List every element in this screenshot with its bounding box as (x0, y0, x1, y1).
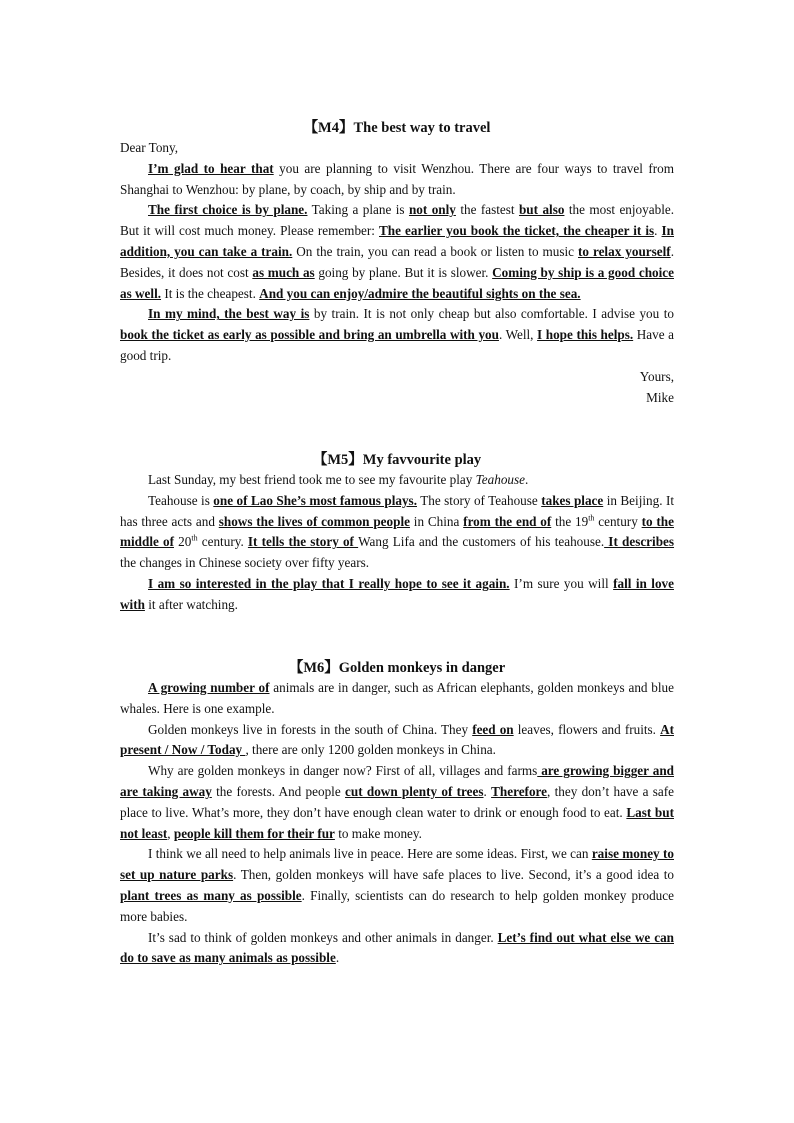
paragraph-m4-2 (120, 200, 674, 304)
key-phrase: are growing bigger and are taking away (120, 763, 674, 799)
text-run: century (594, 513, 642, 529)
paragraph-m6-5 (120, 928, 674, 970)
paragraph-m4-3 (120, 304, 674, 366)
key-phrase: cut down plenty of trees (345, 783, 484, 799)
text-run: It’s sad to think of golden monkeys and other animals in danger. (148, 929, 498, 945)
text-run: leaves, flowers and fruits. (513, 721, 661, 737)
section-m4 (120, 118, 674, 408)
text-run: the most enjoyable. But it will cost much money. Please remember: (120, 202, 675, 239)
key-phrase: feed on (472, 721, 514, 737)
key-phrase: to the middle of (120, 513, 674, 550)
text-run: the 19 (551, 513, 589, 529)
text-run: Last Sunday, my best friend took me to see my favourite play (148, 472, 476, 487)
key-phrase: from the end of (463, 513, 552, 529)
text-run: . Then, golden monkeys will have safe places to live. Second, it’s a good idea to (233, 867, 674, 883)
salutation: Dear Tony, (120, 140, 179, 155)
text-run: . Well, (498, 327, 538, 343)
text-run: . Finally, scientists can do research to help golden monkey produce more babies. (120, 887, 674, 924)
key-phrase: one of Lao She’s most famous plays. (213, 492, 417, 508)
text-run: It is the cheapest. (161, 285, 260, 301)
key-phrase: I hope this helps. (537, 327, 634, 343)
key-phrase: Coming by ship is a good choice as well. (120, 264, 674, 301)
key-phrase: shows the lives of common people (218, 513, 410, 529)
key-phrase: raise money to set up nature parks (120, 846, 674, 883)
key-phrase: And you can enjoy/admire the beautiful sights on the sea. (259, 285, 581, 301)
paragraph-m6-1 (120, 678, 674, 720)
text-run: you are planning to visit Wenzhou. There are four ways to travel from Shanghai to Wenzhou: by plane, by coach, by ship and by train. (120, 160, 674, 197)
text-run: . Besides, it does not cost (120, 243, 674, 280)
key-phrase: It tells the story of (247, 534, 359, 550)
text-run: , (167, 825, 174, 841)
superscript: th (588, 513, 595, 523)
section-title-m5: 【M5】My favvourite play (312, 452, 482, 468)
key-phrase: as much as (252, 264, 315, 280)
key-phrase: takes place (541, 492, 604, 508)
play-title: Teahouse (475, 472, 526, 487)
text-run: Teahouse is (148, 492, 214, 508)
key-phrase: I am so interested in the play that I really hope to see it again. (148, 575, 510, 591)
text-run: the fastest (455, 202, 519, 218)
text-run: by train. It is not only cheap but also comfortable. I advise you to (309, 306, 674, 322)
key-phrase: In my mind, the best way is (148, 306, 310, 322)
key-phrase: to relax yourself (578, 243, 671, 259)
paragraph-m6-3 (120, 761, 674, 844)
paragraph-m4-1 (120, 159, 674, 201)
section-title-m6: 【M6】Golden monkeys in danger (288, 660, 506, 676)
key-phrase: Let’s find out what else we can do to save as many animals as possible (120, 929, 675, 966)
key-phrase: At present / Now / Today (120, 721, 674, 758)
text-run: animals are in danger, such as African elephants, golden monkeys and blue whales. Here is one example. (120, 680, 675, 716)
paragraph-m5-1 (120, 470, 674, 491)
key-phrase: Last but not least (120, 804, 674, 841)
key-phrase: In addition, you can take a train. (120, 223, 674, 259)
key-phrase: A growing number of (148, 680, 270, 695)
text-run: Taking a plane is (307, 202, 409, 218)
paragraph-m6-4 (120, 844, 674, 927)
text-run: the changes in Chinese society over fifty years. (120, 555, 370, 571)
text-run: Golden monkeys live in forests in the south of China. They (148, 721, 473, 737)
text-run: , they don’t have a safe place to live. What’s more, they don’t have enough clean water to drink or enough food to eat. (120, 783, 675, 820)
text-run: Why are golden monkeys in danger now? First of all, villages and farms (148, 763, 538, 779)
text-run: , there are only 1200 golden monkeys in China. (245, 742, 496, 758)
key-phrase: The first choice is by plane. (148, 202, 308, 218)
key-phrase: but also (518, 202, 565, 218)
text-run: The story of Teahouse (417, 492, 542, 508)
key-phrase: It describes (604, 534, 675, 550)
text-run: 20 (174, 534, 192, 550)
text-run: to make money. (334, 825, 422, 841)
text-run: On the train, you can read a book or listen to music (292, 243, 578, 259)
section-title-m4: 【M4】The best way to travel (303, 120, 491, 136)
paragraph-m5-2 (120, 491, 674, 574)
key-phrase: Therefore (491, 783, 548, 799)
text-run: it after watching. (144, 596, 238, 612)
text-run: . (483, 783, 492, 799)
text-run: I think we all need to help animals live in peace. Here are some ideas. First, we can (148, 846, 592, 862)
superscript: th (191, 534, 198, 543)
paragraph-m5-3 (120, 574, 674, 616)
text-run: Have a good trip. (120, 327, 674, 363)
section-m5 (120, 450, 674, 616)
text-run: . (335, 950, 340, 966)
text-run: . (525, 472, 529, 487)
key-phrase: I’m glad to hear that (148, 160, 274, 176)
signature: Mike (646, 389, 674, 405)
closing: Yours, (639, 368, 674, 384)
text-run: Wang Lifa and the customers of his teahouse. (358, 534, 605, 550)
text-run: in Beijing. It has three acts and (120, 492, 675, 529)
text-run: in China (409, 513, 464, 529)
section-m6 (120, 658, 674, 969)
text-run: going by plane. But it is slower. (314, 264, 493, 280)
key-phrase: people kill them for their fur (173, 825, 335, 841)
key-phrase: plant trees as many as possible (120, 887, 302, 903)
key-phrase: not only (408, 202, 456, 218)
paragraph-m6-2 (120, 720, 674, 762)
text-run: I’m sure you will (509, 575, 614, 591)
key-phrase: The earlier you book the ticket, the cheaper it is (379, 223, 655, 239)
text-run: the forests. And people (211, 783, 345, 799)
key-phrase: fall in love with (120, 575, 674, 612)
text-run: . (654, 223, 662, 239)
key-phrase: book the ticket as early as possible and bring an umbrella with you (120, 327, 499, 343)
text-run: century. (197, 534, 248, 550)
